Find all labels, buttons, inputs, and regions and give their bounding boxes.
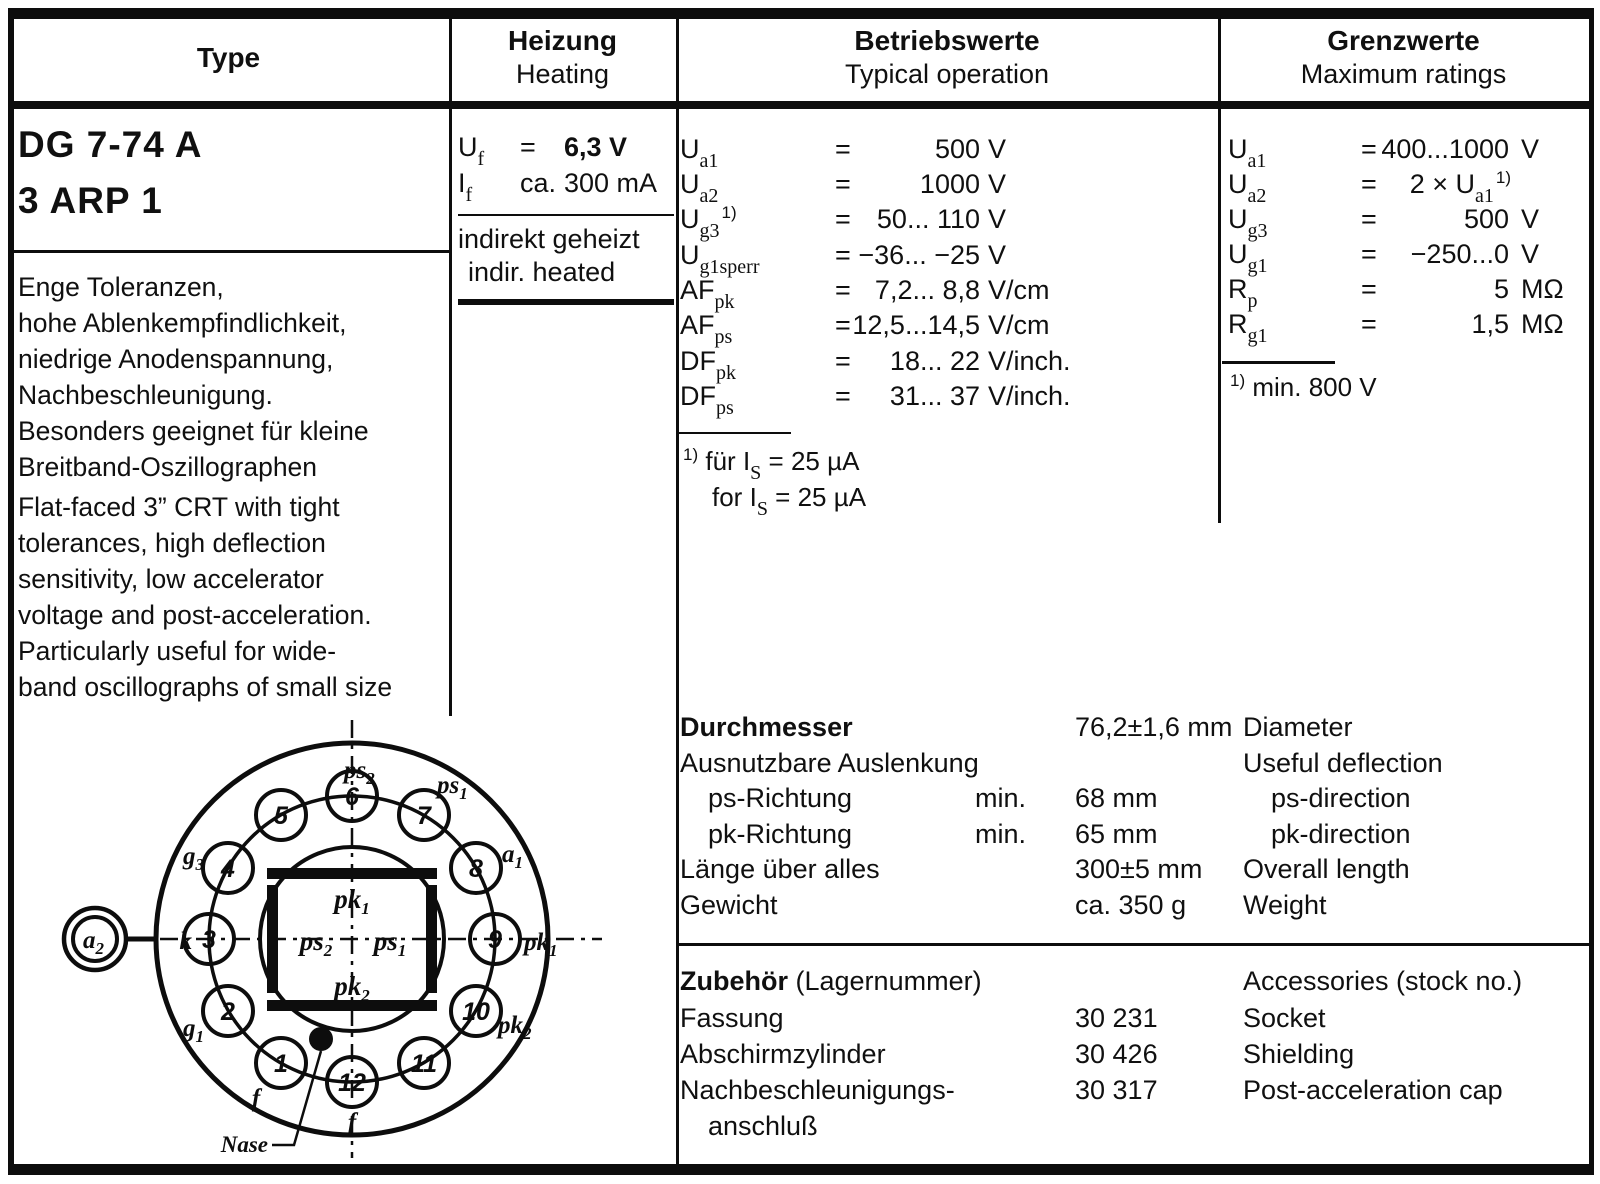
rule-heating-thin xyxy=(458,214,674,216)
rule-heating-thick xyxy=(458,299,674,305)
operation-row: $U_{a2}$ = 1000 V xyxy=(680,169,1007,207)
heating-row: $U_f$ = 6,3 V xyxy=(458,132,628,170)
nase-label: Nase xyxy=(220,1132,268,1157)
operation-row: $AF_{pk}$ = 7,2... 8,8 V/cm xyxy=(680,275,1050,313)
header-limits-en: Maximum ratings xyxy=(1300,59,1507,90)
svg-text:4: 4 xyxy=(221,855,235,883)
pin-label-12: f xyxy=(347,1109,357,1136)
pin-label-10: $pk_2$ xyxy=(498,1012,532,1043)
pin-label-2: $g_1$ xyxy=(183,1015,204,1046)
svg-text:12: 12 xyxy=(338,1069,366,1097)
svg-text:11: 11 xyxy=(411,1050,437,1078)
border-top xyxy=(8,8,1594,19)
header-heating-de: Heizung xyxy=(508,25,617,56)
header-heating-en: Heating xyxy=(515,59,610,90)
plate-pk1 xyxy=(267,868,437,879)
a2-terminal-label: $a_2$ xyxy=(83,927,104,958)
divider-operation-limits xyxy=(1218,19,1221,523)
plate-label-ps2: $ps_2$ xyxy=(299,926,333,960)
header-heating xyxy=(449,24,676,91)
plate-pk2 xyxy=(267,1000,437,1011)
pin-diagram xyxy=(0,700,640,1184)
operation-footnote-de: $^{1)}$ für $I_S = 25$ µA xyxy=(683,445,860,484)
svg-text:10: 10 xyxy=(462,998,490,1026)
svg-text:5: 5 xyxy=(274,802,288,830)
limits-footnote: $^{1)}$ min. 800 V xyxy=(1230,371,1377,402)
description-english: Flat-faced 3” CRT with tight tolerances, high deflection sensitivity, low accelerator voltage and post-acceleration. Particularly useful for wide- band oscillographs of small size xyxy=(18,492,393,702)
operation-row: $U_{g3}^{1)}$ = 50... 110 V xyxy=(680,203,1007,242)
header-type: Type xyxy=(196,42,261,73)
datasheet-page: Type Heizung Heating Betriebswerte Typical operation Grenzwerte Maximum ratings DG 7-74 A 3 ARP 1 Enge Toleranzen, hohe Ablenkempfindlichkeit, niedrige Anodenspannung, Nachbeschleunigung. Besonders geeignet für kleine Breitband-Oszillographen Flat-faced 3” CRT with tight tolerances, high deflection sensitivity, low accelerator voltage and post-acceleration. Particularly useful for wide- band oscillographs of small size $U_f$ = 6,3 V $I_f$ ca. 300 mA indirekt geheizt indir. heated $U_{a1}$ = 500 V $U_{a2}$ = 1000 V $U_{g3}^{1)}$ = 50... 110 V $U_{g1sperr}$ = −36... −25 V $AF_{pk}$ = 7,2... 8,8 V/cm $AF_{ps}$ = 12,5...14,5 V/cm $DF_{pk}$ = 18... 22 V/inch. $DF_{ps}$ = 31... 37 V/inch. $^{1)}$ für $I_S = 25$ µA for $I_S = 25$ µA $U_{a1}$ = 400...1000 V $U_{a2}$ = $2 \times U_{a1}^{1)}$ $U_{g3}$ = 500 V $U_{g1}$ = −250...0 V $R_p$ = 5 MΩ $R_{g1}$ = 1,5 MΩ $^{1)}$ min. 800 V Durchmesser 76,2±1,6 mm Diameter Ausnutzbare Auslenkung Useful deflection ps-Richtung min. 68 mm ps-direction pk-Richtung min. 65 mm pk-direction Länge über alles 300±5 mm Overall length Gewicht ca. 350 g Weight Zubehör (Lagernummer) Accessories (stock no.) Fassung 30 231 Socket Abschirmzylinder 30 426 Shielding Nachbeschleunigungs- anschluß 30 317 Post-acceleration cap $pk_1$ $pk_2$ $ps_2$ $ps_1$ $a_2$ Nase 1 2 3 4 5 6 7 8 9 10 11 12 f $g_1$ k $g_3$ $ps_2$ $ps_1$ $a_1$ $pk_1$ $pk_2$ f xyxy=(0,0,1600,1184)
heating-note-en: indir. heated xyxy=(468,257,616,287)
pin-label-6: $ps_2$ xyxy=(344,757,375,788)
divider-heating-operation xyxy=(676,19,679,1164)
pin-label-8: $a_1$ xyxy=(502,841,523,872)
tube-name-1: DG 7-74 A xyxy=(18,124,203,165)
rule-accessories xyxy=(677,943,1589,946)
limits-row: $U_{g1}$ = −250...0 V xyxy=(1228,239,1540,277)
operation-row: $DF_{pk}$ = 18... 22 V/inch. xyxy=(680,346,1071,384)
svg-text:3: 3 xyxy=(202,926,216,954)
header-operation xyxy=(676,24,1218,91)
limits-row: $U_{g3}$ = 500 V xyxy=(1228,204,1540,242)
pin-label-4: $g_3$ xyxy=(183,843,204,874)
rule-under-type-name xyxy=(10,250,449,253)
operation-row: $DF_{ps}$ = 31... 37 V/inch. xyxy=(680,381,1071,419)
pin-label-9: $pk_1$ xyxy=(524,929,558,960)
header-limits-de: Grenzwerte xyxy=(1327,25,1480,56)
heating-note-de: indirekt geheizt xyxy=(458,224,640,254)
svg-text:6: 6 xyxy=(345,783,359,811)
heating-row: $I_f$ ca. 300 mA xyxy=(458,168,658,206)
key-nub xyxy=(309,1027,333,1051)
svg-text:9: 9 xyxy=(488,926,502,954)
operation-row: $U_{g1sperr}$ = −36... −25 V xyxy=(680,240,1007,278)
svg-text:7: 7 xyxy=(417,802,431,830)
header-operation-de: Betriebswerte xyxy=(854,25,1040,56)
rule-operation-footnote xyxy=(679,432,791,434)
operation-footnote-en: for $I_S = 25$ µA xyxy=(712,482,867,520)
pin-label-3: k xyxy=(179,928,192,955)
description-german: Enge Toleranzen, hohe Ablenkempfindlichkeit, niedrige Anodenspannung, Nachbeschleunigung. Besonders geeignet für kleine Breitband-Oszillographen xyxy=(18,272,369,482)
plate-ps1 xyxy=(426,885,437,993)
border-right xyxy=(1589,8,1594,1175)
limits-row: $U_{a2}$ = $2 \times U_{a1}^{1)}$ xyxy=(1228,168,1511,207)
limits-row: $U_{a1}$ = 400...1000 V xyxy=(1228,134,1540,172)
header-operation-en: Typical operation xyxy=(844,59,1050,90)
plate-ps2 xyxy=(267,885,278,993)
operation-row: $U_{a1}$ = 500 V xyxy=(680,134,1007,172)
limits-row: $R_{g1}$ = 1,5 MΩ xyxy=(1228,309,1564,347)
plate-label-ps1: $ps_1$ xyxy=(373,926,407,960)
pin-label-7: $ps_1$ xyxy=(437,772,468,803)
plate-label-pk1: $pk_1$ xyxy=(334,884,370,918)
svg-text:1: 1 xyxy=(274,1050,288,1078)
svg-text:8: 8 xyxy=(469,855,483,883)
header-underline xyxy=(8,101,1594,109)
limits-row: $R_p$ = 5 MΩ xyxy=(1228,274,1564,312)
pin-label-1: f xyxy=(251,1085,261,1112)
header-limits xyxy=(1218,24,1589,91)
tube-name-2: 3 ARP 1 xyxy=(18,180,163,221)
rule-limits-footnote xyxy=(1222,361,1335,364)
operation-row: $AF_{ps}$ = 12,5...14,5 V/cm xyxy=(680,310,1050,348)
divider-type-heating xyxy=(449,19,452,716)
plate-label-pk2: $pk_2$ xyxy=(334,971,370,1005)
svg-text:2: 2 xyxy=(221,998,235,1026)
